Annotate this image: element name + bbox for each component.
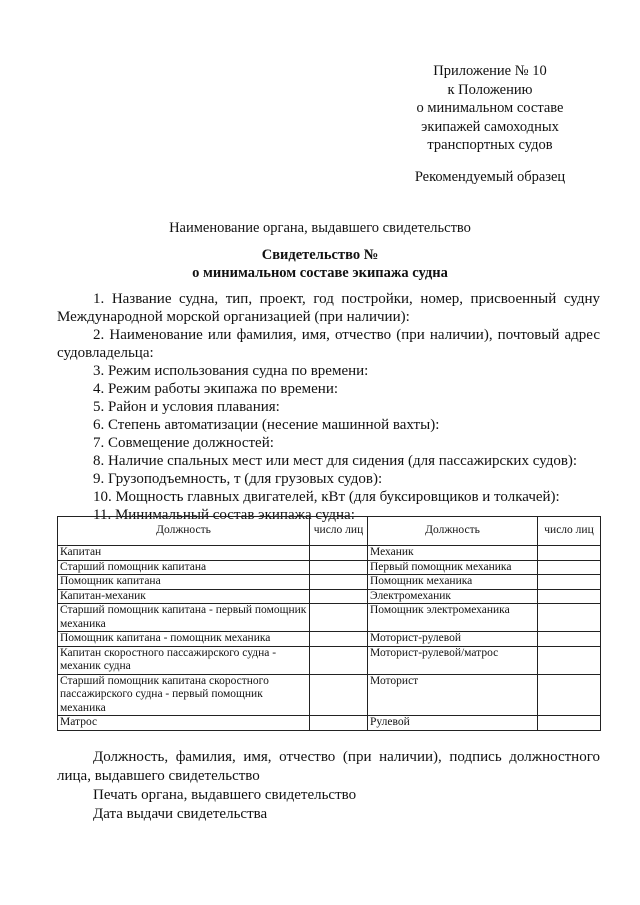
table-cell: Помощник механика xyxy=(368,575,538,590)
table-cell xyxy=(310,632,368,647)
item-owner: 2. Наименование или фамилия, имя, отчество (при наличии), почтовый адрес судовладельца: xyxy=(57,327,600,361)
table-cell: Механик xyxy=(368,546,538,561)
seal-line: Печать органа, выдавшего свидетельство xyxy=(93,787,357,803)
table-row xyxy=(58,646,601,674)
table-cell: Рулевой xyxy=(368,716,538,731)
item-automation: 6. Степень автоматизации (несение машинной вахты): xyxy=(93,417,440,433)
table-cell: Моторист-рулевой xyxy=(368,632,538,647)
appendix-line: транспортных судов xyxy=(427,137,553,153)
crew-table xyxy=(57,516,601,731)
appendix-line: о минимальном составе xyxy=(416,100,564,116)
issuer-name-line: Наименование органа, выдавшего свидетельство xyxy=(169,220,471,236)
table-cell xyxy=(538,575,601,590)
table-header-row xyxy=(58,517,601,546)
table-cell xyxy=(538,632,601,647)
column-header: Должность xyxy=(58,517,310,546)
table-cell xyxy=(538,560,601,575)
table-cell xyxy=(538,716,601,731)
table-cell: Капитан xyxy=(58,546,310,561)
title-line: о минимальном составе экипажа судна xyxy=(192,265,448,281)
item-combination: 7. Совмещение должностей: xyxy=(93,435,274,451)
table-cell xyxy=(538,546,601,561)
certificate-footer xyxy=(57,748,600,824)
table-cell xyxy=(538,646,601,674)
table-cell xyxy=(538,589,601,604)
table-row xyxy=(58,560,601,575)
table-cell: Моторист-рулевой/матрос xyxy=(368,646,538,674)
sample-label: Рекомендуемый образец xyxy=(414,169,566,185)
table-cell: Помощник капитана - помощник механика xyxy=(58,632,310,647)
item-vessel-name: 1. Название судна, тип, проект, год постройки, номер, присвоенный судну Международной морской организацией (при наличии): xyxy=(57,291,600,325)
column-header: Должность xyxy=(368,517,538,546)
certificate-items xyxy=(57,290,600,524)
appendix-header xyxy=(405,62,575,155)
table-row xyxy=(58,546,601,561)
table-cell xyxy=(310,674,368,716)
table-cell xyxy=(310,604,368,632)
item-min-crew: 11. Минимальный состав экипажа судна: xyxy=(93,507,355,523)
table-cell: Матрос xyxy=(58,716,310,731)
table-cell: Первый помощник механика xyxy=(368,560,538,575)
table-cell xyxy=(310,546,368,561)
issue-date-line: Дата выдачи свидетельства xyxy=(93,806,268,822)
table-cell: Помощник электромеханика xyxy=(368,604,538,632)
table-cell: Старший помощник капитана xyxy=(58,560,310,575)
table-cell xyxy=(538,604,601,632)
item-engine-power: 10. Мощность главных двигателей, кВт (для буксировщиков и толкачей): xyxy=(93,489,560,505)
table-row xyxy=(58,604,601,632)
table-cell: Капитан-механик xyxy=(58,589,310,604)
table-cell xyxy=(310,575,368,590)
item-usage-mode: 3. Режим использования судна по времени: xyxy=(93,363,369,379)
column-header: число лиц xyxy=(310,517,368,546)
table-cell: Помощник капитана xyxy=(58,575,310,590)
title-line: Свидетельство № xyxy=(261,247,379,263)
table-row xyxy=(58,632,601,647)
table-cell xyxy=(538,674,601,716)
table-row xyxy=(58,674,601,716)
item-berths: 8. Наличие спальных мест или мест для сидения (для пассажирских судов): xyxy=(93,453,578,469)
document-title xyxy=(0,246,640,282)
appendix-line: к Положению xyxy=(447,81,533,98)
table-row xyxy=(58,575,601,590)
item-crew-mode: 4. Режим работы экипажа по времени: xyxy=(93,381,339,397)
item-area: 5. Район и условия плавания: xyxy=(93,399,280,415)
table-cell xyxy=(310,716,368,731)
table-cell xyxy=(310,589,368,604)
table-cell: Капитан скоростного пассажирского судна - механик судна xyxy=(58,646,310,674)
appendix-line: Приложение № 10 xyxy=(433,63,547,79)
table-cell: Моторист xyxy=(368,674,538,716)
table-cell: Старший помощник капитана скоростного пассажирского судна - первый помощник механика xyxy=(58,674,310,716)
table-row xyxy=(58,589,601,604)
appendix-line: экипажей самоходных xyxy=(421,118,559,135)
signature-line: Должность, фамилия, имя, отчество (при наличии), подпись должностного лица, выдавшего свидетельство xyxy=(57,749,600,784)
item-capacity: 9. Грузоподъемность, т (для грузовых судов): xyxy=(93,471,383,487)
column-header: число лиц xyxy=(538,517,601,546)
table-cell: Старший помощник капитана - первый помощник механика xyxy=(58,604,310,632)
table-cell: Электромеханик xyxy=(368,589,538,604)
table-cell xyxy=(310,646,368,674)
table-row xyxy=(58,716,601,731)
table-cell xyxy=(310,560,368,575)
